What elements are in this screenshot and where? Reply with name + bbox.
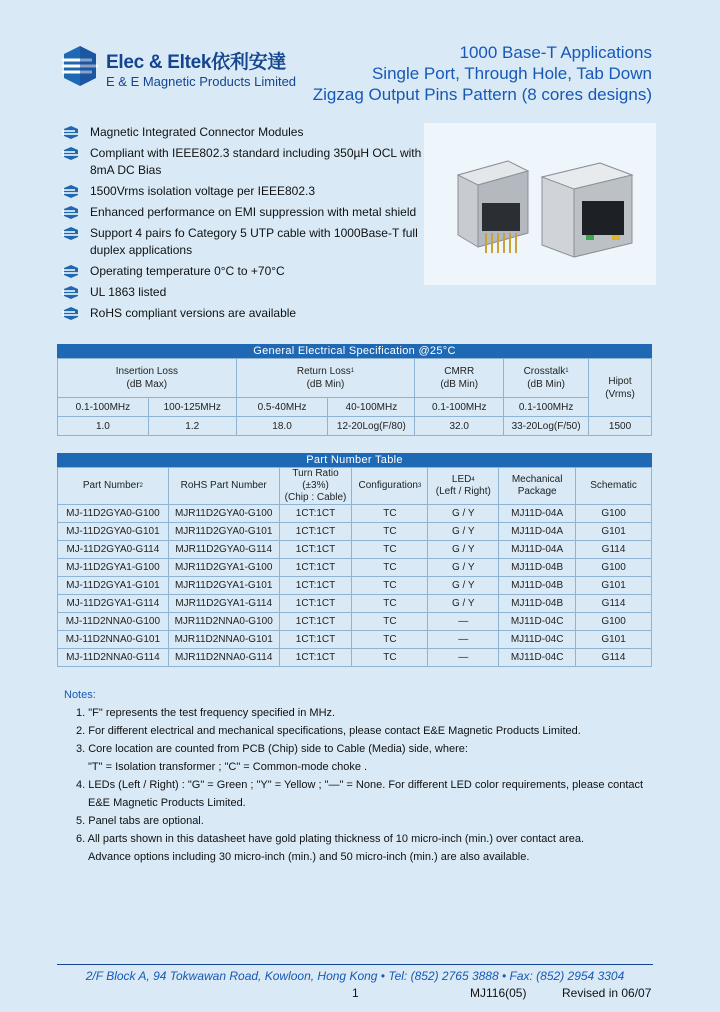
hipot-header: Hipot (Vrms) — [589, 359, 652, 417]
company-subtitle: E & E Magnetic Products Limited — [106, 74, 297, 89]
table-cell: G / Y — [428, 505, 499, 523]
table-row — [58, 505, 652, 523]
table-cell: TC — [352, 595, 428, 613]
feature-list — [62, 124, 422, 326]
table-cell: MJR11D2GYA1-G114 — [168, 595, 279, 613]
part-number-table — [57, 467, 652, 667]
table-cell: MJ11D-04A — [499, 541, 576, 559]
table-cell: MJ-11D2GYA1-G101 — [58, 577, 169, 595]
table-cell: 1CT:1CT — [279, 577, 352, 595]
freq-cell: 0.1-100MHz — [504, 398, 589, 417]
footer-divider — [57, 964, 653, 965]
insertion-loss-header: Insertion Loss (dB Max) — [58, 359, 237, 398]
table-cell: MJ11D-04B — [499, 595, 576, 613]
table-cell: TC — [352, 649, 428, 667]
note-item: 4. LEDs (Left / Right) : "G" = Green ; "Y" = Yellow ; "—" = None. For different LED color requirements, please contact — [76, 779, 644, 791]
note-item: 3. Core location are counted from PCB (Chip) side to Cable (Media) side, where: — [76, 743, 468, 755]
table-cell: MJ-11D2NNA0-G114 — [58, 649, 169, 667]
table-cell: 1CT:1CT — [279, 595, 352, 613]
spec-value: 1.2 — [148, 417, 236, 436]
table-cell: G114 — [576, 595, 652, 613]
table-cell: 1CT:1CT — [279, 649, 352, 667]
product-photo — [424, 123, 656, 285]
feature-text: 1500Vrms isolation voltage per IEEE802.3 — [90, 184, 316, 198]
note-item: 6. All parts shown in this datasheet have gold plating thickness of 10 micro-inch (min.) over contact area. — [76, 833, 585, 845]
logo-bullet-icon — [62, 125, 80, 140]
led-header: LED$^4$ (Left / Right) — [428, 468, 499, 505]
configuration-header: Configuration$^3$ — [352, 468, 428, 505]
electrical-spec-table — [57, 358, 652, 436]
feature-text: UL 1863 listed — [90, 285, 167, 299]
notes-title: Notes: — [64, 689, 96, 701]
table-cell: MJR11D2NNA0-G101 — [168, 631, 279, 649]
table-cell: 1CT:1CT — [279, 631, 352, 649]
feature-item — [62, 284, 422, 301]
logo-bullet-icon — [62, 205, 80, 220]
table-cell: G101 — [576, 577, 652, 595]
feature-item — [62, 225, 422, 259]
document-title — [313, 42, 652, 105]
table-cell: MJR11D2GYA1-G101 — [168, 577, 279, 595]
logo-bullet-icon — [62, 184, 80, 199]
logo-bullet-icon — [62, 264, 80, 279]
notes-section — [64, 686, 664, 866]
feature-text: Support 4 pairs fo Category 5 UTP cable with 1000Base-T full duplex applications — [90, 226, 418, 257]
table-cell: G101 — [576, 523, 652, 541]
table-row — [58, 577, 652, 595]
freq-cell: 0.5-40MHz — [236, 398, 328, 417]
table-cell: G100 — [576, 505, 652, 523]
table-row — [58, 559, 652, 577]
table-cell: G114 — [576, 541, 652, 559]
freq-cell: 40-100MHz — [328, 398, 415, 417]
table-cell: G114 — [576, 649, 652, 667]
rohs-header: RoHS Part Number — [168, 468, 279, 505]
table-cell: TC — [352, 523, 428, 541]
freq-cell: 0.1-100MHz — [58, 398, 149, 417]
table-cell: MJ11D-04B — [499, 559, 576, 577]
spec-section-header: General Electrical Specification @25°C — [57, 344, 652, 358]
spec-value: 18.0 — [236, 417, 328, 436]
title-line: 1000 Base-T Applications — [459, 43, 652, 62]
table-cell: G / Y — [428, 559, 499, 577]
spec-value: 1500 — [589, 417, 652, 436]
table-cell: TC — [352, 577, 428, 595]
table-cell: TC — [352, 631, 428, 649]
table-cell: MJ-11D2GYA1-G114 — [58, 595, 169, 613]
schematic-header: Schematic — [576, 468, 652, 505]
part-number-header: Part Number$^2$ — [58, 468, 169, 505]
table-cell: MJ-11D2GYA1-G100 — [58, 559, 169, 577]
table-cell: MJR11D2GYA0-G114 — [168, 541, 279, 559]
feature-item — [62, 263, 422, 280]
note-item: 5. Panel tabs are optional. — [76, 815, 204, 827]
table-cell: MJ-11D2NNA0-G101 — [58, 631, 169, 649]
table-row — [58, 523, 652, 541]
table-cell: MJ11D-04B — [499, 577, 576, 595]
table-cell: MJR11D2NNA0-G100 — [168, 613, 279, 631]
note-item: "T" = Isolation transformer ; "C" = Common-mode choke . — [88, 761, 368, 773]
document-code: MJ116(05) — [470, 986, 527, 1000]
table-cell: MJ11D-04A — [499, 505, 576, 523]
spec-value: 32.0 — [415, 417, 504, 436]
table-cell: G100 — [576, 559, 652, 577]
company-name: Elec & Eltek依利安達 — [106, 52, 286, 73]
table-cell: MJ11D-04A — [499, 523, 576, 541]
table-cell: MJR11D2NNA0-G114 — [168, 649, 279, 667]
feature-item — [62, 204, 422, 221]
table-cell: G101 — [576, 631, 652, 649]
table-cell: MJ-11D2GYA0-G101 — [58, 523, 169, 541]
freq-cell: 100-125MHz — [148, 398, 236, 417]
table-cell: — — [428, 631, 499, 649]
spec-value: 33-20Log(F/50) — [504, 417, 589, 436]
feature-text: Magnetic Integrated Connector Modules — [90, 125, 304, 139]
note-item: Advance options including 30 micro-inch (min.) and 50 micro-inch (min.) are also available. — [88, 851, 530, 863]
table-cell: 1CT:1CT — [279, 541, 352, 559]
table-row — [58, 649, 652, 667]
table-row — [58, 631, 652, 649]
feature-text: RoHS compliant versions are available — [90, 306, 297, 320]
turn-ratio-header: Turn Ratio (±3%) (Chip : Cable) — [279, 468, 352, 505]
table-cell: 1CT:1CT — [279, 559, 352, 577]
table-row — [58, 595, 652, 613]
return-loss-header: Return Loss$^1$ (dB Min) — [236, 359, 415, 398]
table-cell: G / Y — [428, 577, 499, 595]
feature-text: Operating temperature 0°C to +70°C — [90, 264, 285, 278]
table-cell: MJ11D-04C — [499, 631, 576, 649]
feature-text: Enhanced performance on EMI suppression with metal shield — [90, 205, 417, 219]
table-cell: TC — [352, 505, 428, 523]
table-cell: — — [428, 649, 499, 667]
table-row — [58, 613, 652, 631]
mechanical-header: Mechanical Package — [499, 468, 576, 505]
table-cell: 1CT:1CT — [279, 505, 352, 523]
logo-bullet-icon — [62, 226, 80, 241]
company-logo-icon — [60, 44, 100, 88]
table-cell: 1CT:1CT — [279, 523, 352, 541]
page-number: 1 — [352, 986, 359, 1000]
table-cell: MJR11D2GYA0-G101 — [168, 523, 279, 541]
table-cell: MJ-11D2NNA0-G100 — [58, 613, 169, 631]
table-cell: — — [428, 613, 499, 631]
feature-item — [62, 145, 422, 179]
feature-item — [62, 124, 422, 141]
table-cell: G100 — [576, 613, 652, 631]
note-item: 1. "F" represents the test frequency specified in MHz. — [76, 707, 336, 719]
table-cell: 1CT:1CT — [279, 613, 352, 631]
revision-date: Revised in 06/07 — [562, 986, 652, 1000]
table-cell: MJR11D2GYA1-G100 — [168, 559, 279, 577]
table-cell: MJR11D2GYA0-G100 — [168, 505, 279, 523]
table-cell: G / Y — [428, 541, 499, 559]
logo-bullet-icon — [62, 146, 80, 161]
title-line: Zigzag Output Pins Pattern (8 cores designs) — [312, 85, 652, 104]
footer-address: 2/F Block A, 94 Tokwawan Road, Kowloon, Hong Kong • Tel: (852) 2765 3888 • Fax: (852) 2954 3304 — [85, 969, 625, 983]
feature-item — [62, 305, 422, 322]
cmrr-header: CMRR (dB Min) — [415, 359, 504, 398]
feature-item — [62, 183, 422, 200]
feature-text: Compliant with IEEE802.3 standard including 350µH OCL with 8mA DC Bias — [90, 146, 422, 177]
freq-cell: 0.1-100MHz — [415, 398, 504, 417]
table-row — [58, 541, 652, 559]
table-cell: MJ11D-04C — [499, 649, 576, 667]
parts-section-header: Part Number Table — [57, 453, 652, 467]
note-item: E&E Magnetic Products Limited. — [88, 797, 246, 809]
crosstalk-header: Crosstalk$^1$ (dB Min) — [504, 359, 589, 398]
title-line: Single Port, Through Hole, Tab Down — [371, 64, 652, 83]
connector-front-view — [542, 163, 632, 257]
note-item: 2. For different electrical and mechanical specifications, please contact E&E Magnetic Products Limited. — [76, 725, 581, 737]
table-cell: TC — [352, 541, 428, 559]
logo-bullet-icon — [62, 285, 80, 300]
table-cell: G / Y — [428, 523, 499, 541]
table-cell: MJ-11D2GYA0-G114 — [58, 541, 169, 559]
table-cell: MJ11D-04C — [499, 613, 576, 631]
table-cell: G / Y — [428, 595, 499, 613]
table-cell: TC — [352, 559, 428, 577]
table-cell: TC — [352, 613, 428, 631]
spec-value: 1.0 — [58, 417, 149, 436]
table-cell: MJ-11D2GYA0-G100 — [58, 505, 169, 523]
logo-bullet-icon — [62, 306, 80, 321]
spec-value: 12-20Log(F/80) — [328, 417, 415, 436]
